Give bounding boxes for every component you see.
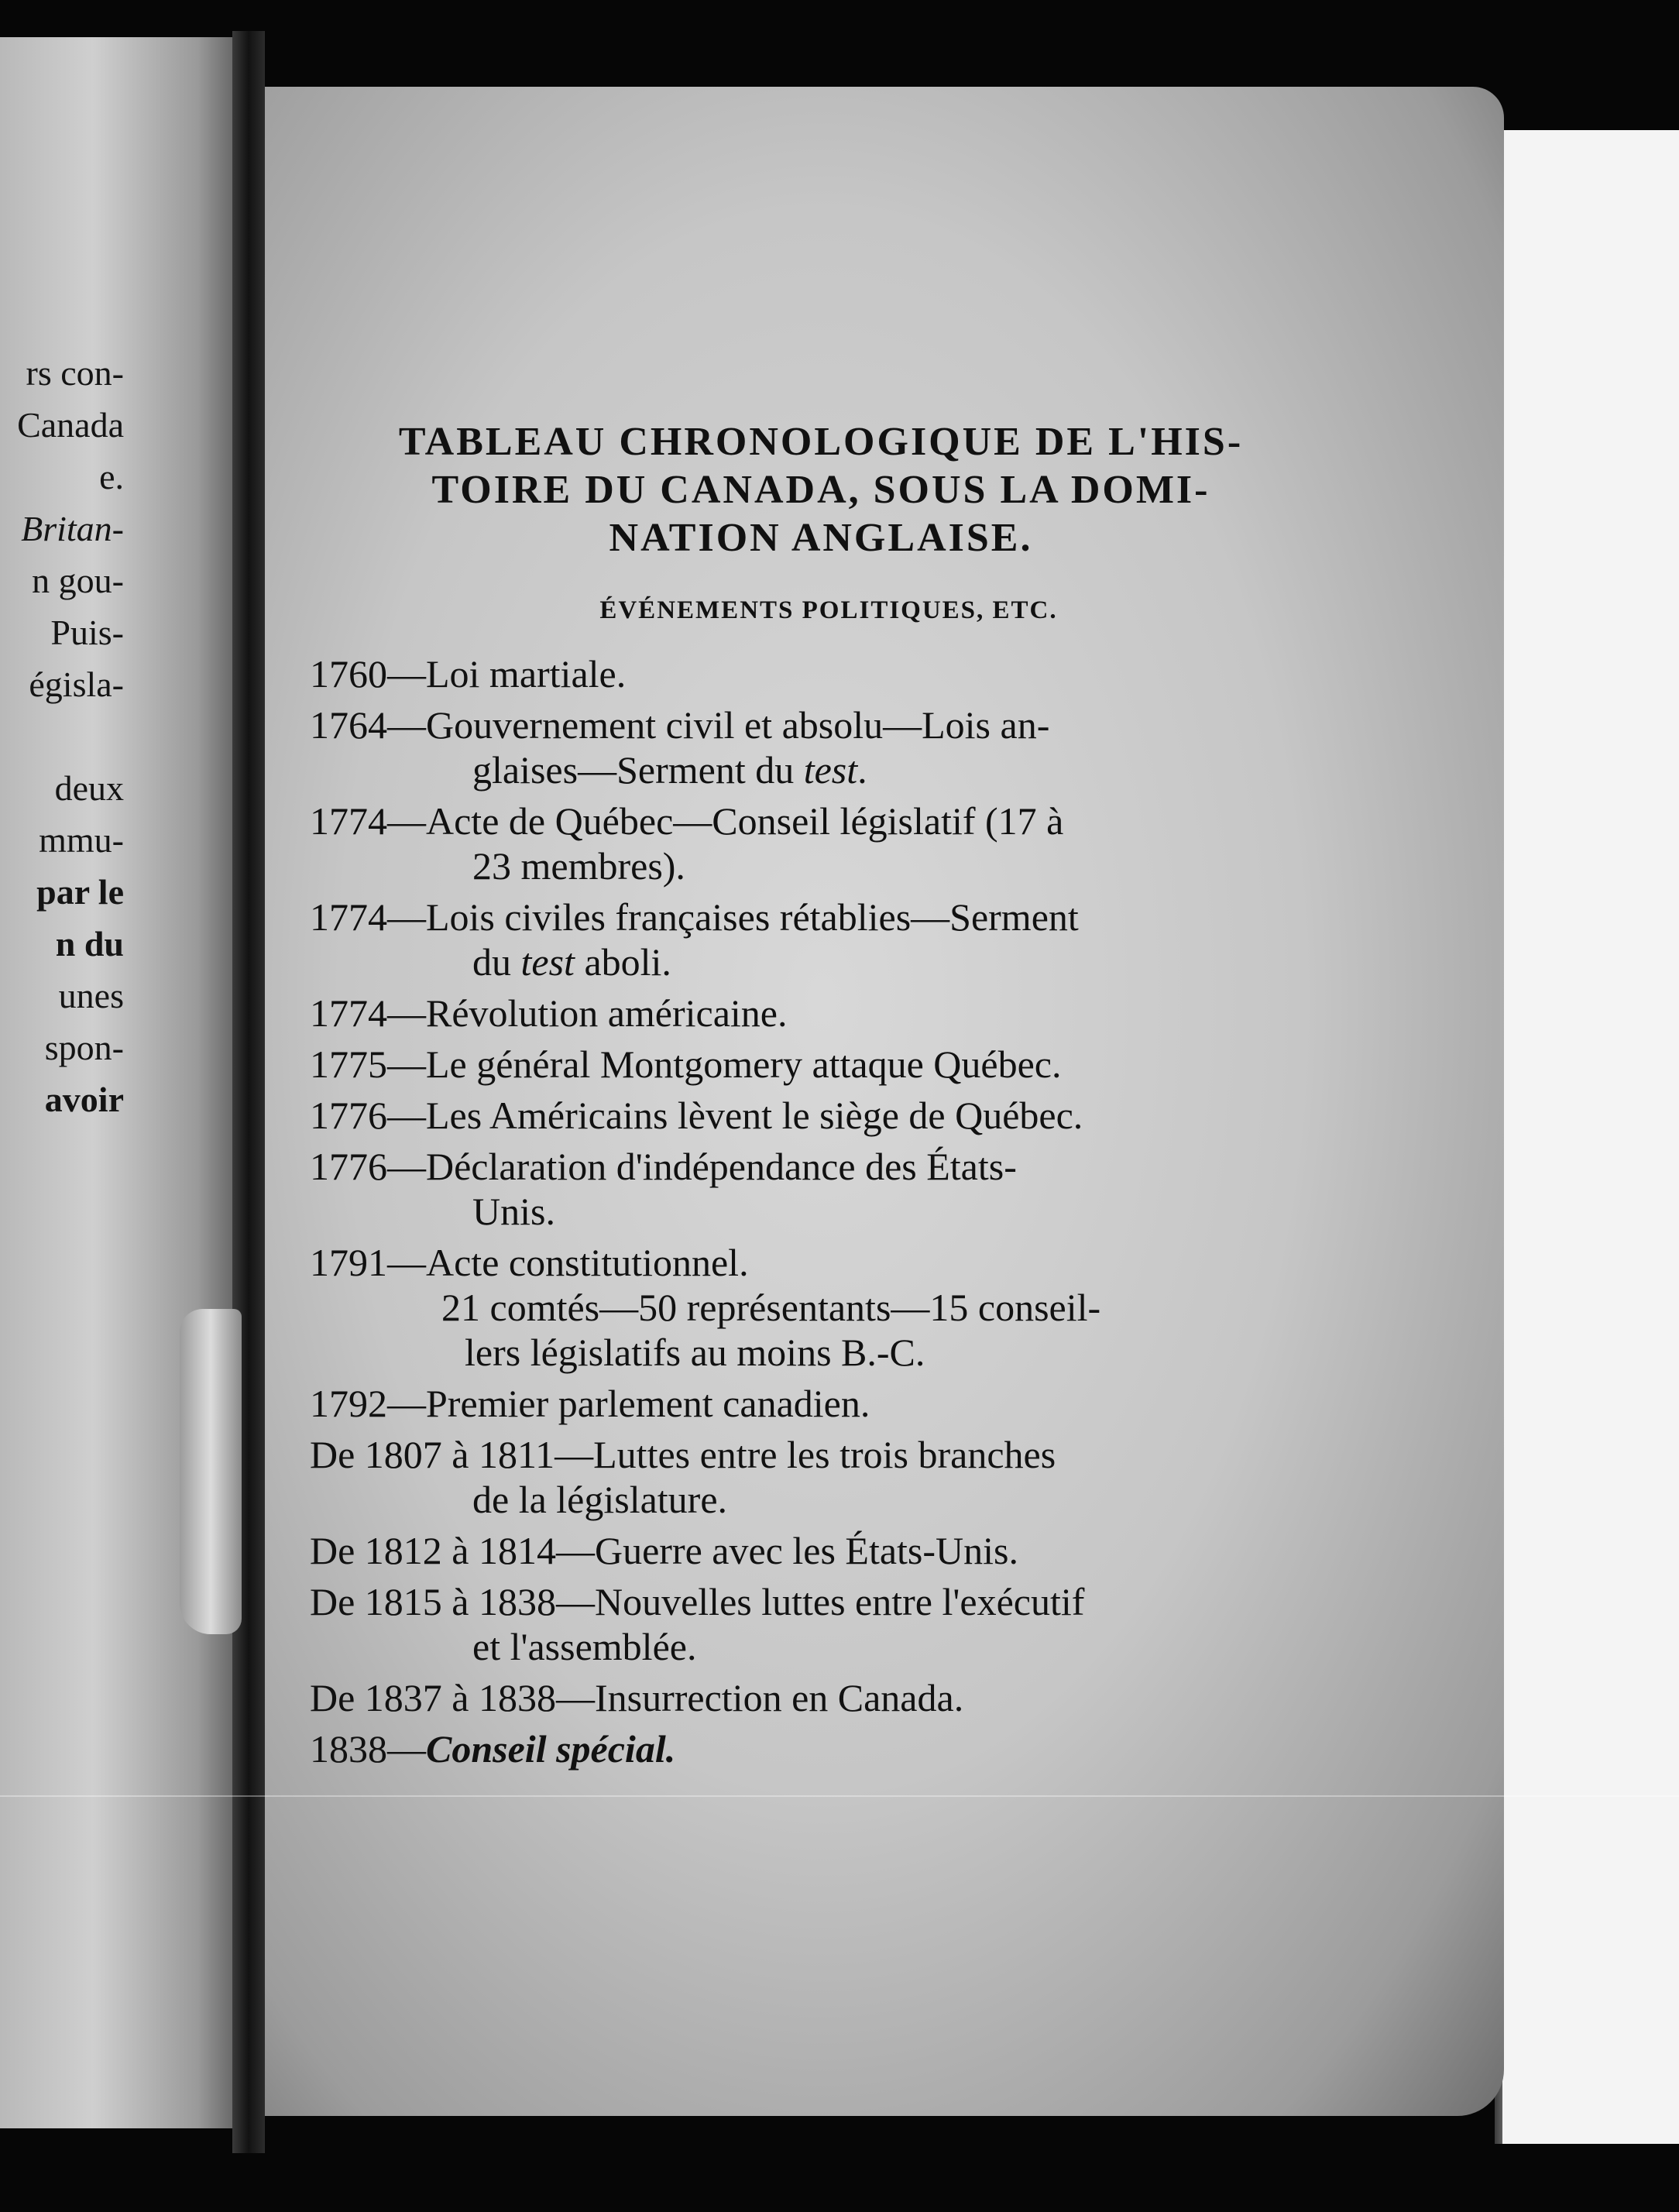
chronology-entry: 1774—Révolution américaine. xyxy=(310,991,788,1035)
chronology-entry: 1776—Déclaration d'indépendance des États- Unis. xyxy=(310,1145,1017,1233)
left-line: deux xyxy=(54,768,124,808)
left-line: spon- xyxy=(44,1028,124,1067)
page-title xyxy=(310,418,1301,562)
chronology-entry: De 1812 à 1814—Guerre avec les États-Unis. xyxy=(310,1529,1018,1572)
title-line: NATION ANGLAISE. xyxy=(609,516,1033,560)
torn-paper xyxy=(180,1309,242,1634)
chronology-entry: 1764—Gouvernement civil et absolu—Lois an- glaises—Serment du test. xyxy=(310,703,1050,792)
title-line: TABLEAU CHRONOLOGIQUE DE L'HIS- xyxy=(398,420,1244,464)
chronology-entry: 1774—Acte de Québec—Conseil législatif (17 à 23 membres). xyxy=(310,799,1064,888)
left-line: rs con- xyxy=(26,353,124,393)
left-line: égisla- xyxy=(29,665,124,704)
left-page-text xyxy=(17,347,124,1125)
left-line: n gou- xyxy=(32,561,124,600)
chronology-entry: 1838—Conseil spécial. xyxy=(310,1727,676,1771)
left-line: unes xyxy=(58,976,124,1015)
left-line: e. xyxy=(99,457,124,496)
left-line: Britan- xyxy=(21,509,124,548)
chronology-entry: 1791—Acte constitutionnel. 21 comtés—50 représentants—15 conseil- lers législatifs au moins B.-C. xyxy=(310,1241,1101,1374)
chronology-entry: 1775—Le général Montgomery attaque Québec. xyxy=(310,1042,1062,1086)
page-edge xyxy=(1502,130,1679,2144)
title-line: TOIRE DU CANADA, SOUS LA DOMI- xyxy=(431,468,1210,512)
chronology-entry: 1776—Les Américains lèvent le siège de Québec. xyxy=(310,1094,1083,1137)
left-line: par le xyxy=(36,872,124,912)
chronology-entry: 1792—Premier parlement canadien. xyxy=(310,1382,870,1425)
section-subtitle: ÉVÉNEMENTS POLITIQUES, ETC. xyxy=(599,596,1058,624)
left-page-fragment xyxy=(0,37,232,2128)
page-content xyxy=(310,418,1301,1778)
chronology-entry: De 1837 à 1838—Insurrection en Canada. xyxy=(310,1676,964,1719)
left-line xyxy=(17,710,124,762)
left-line: avoir xyxy=(44,1080,124,1119)
left-line: Canada xyxy=(17,405,124,445)
left-line: n du xyxy=(55,924,124,963)
chronology-entry: De 1815 à 1838—Nouvelles luttes entre l'exécutif et l'assemblée. xyxy=(310,1580,1085,1668)
scan-crease-line xyxy=(0,1795,1679,1797)
book-gutter xyxy=(232,31,265,2153)
chronology-entry: 1774—Lois civiles françaises rétablies—Serment du test aboli. xyxy=(310,895,1079,984)
left-line: Puis- xyxy=(50,613,124,652)
chronology-list xyxy=(310,651,1301,1771)
left-line: mmu- xyxy=(39,820,124,860)
chronology-entry: De 1807 à 1811—Luttes entre les trois branches de la législature. xyxy=(310,1433,1056,1521)
chronology-entry: 1760—Loi martiale. xyxy=(310,652,627,696)
